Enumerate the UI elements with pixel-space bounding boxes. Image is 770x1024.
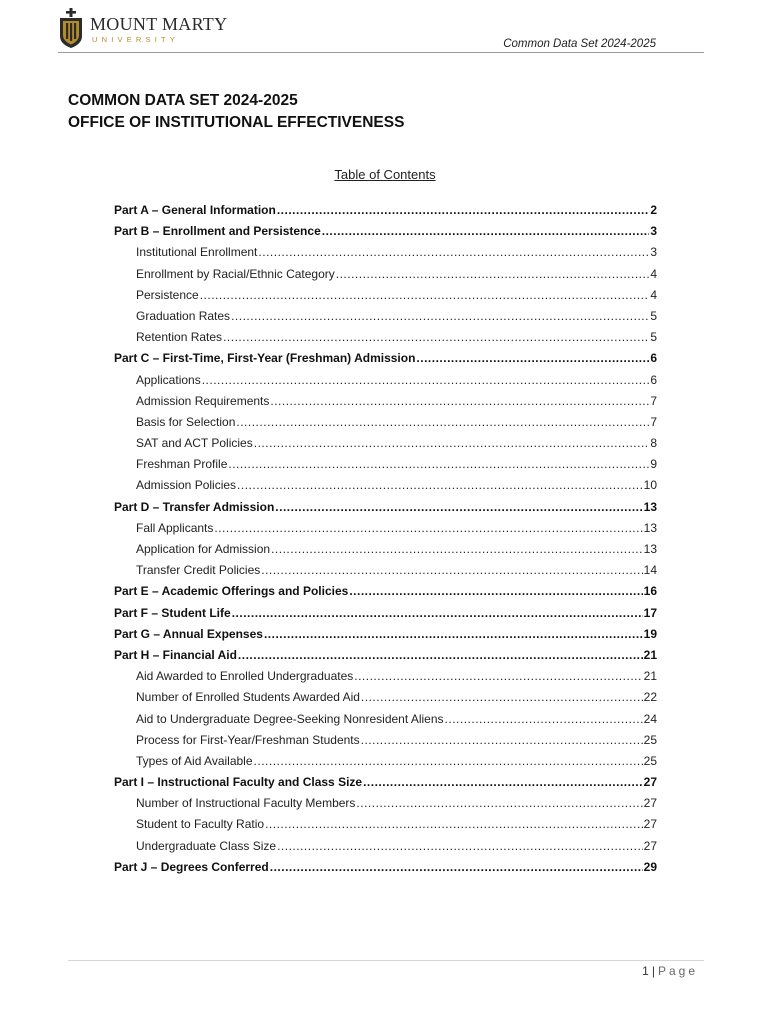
crest-icon (58, 8, 84, 48)
toc-entry-page[interactable]: 3 (650, 224, 657, 239)
toc-entry-page[interactable]: 7 (650, 414, 657, 429)
logo-subtitle: UNIVERSITY (92, 35, 180, 44)
toc-leader-dots (271, 539, 643, 560)
toc-leader-dots (223, 327, 649, 348)
toc-sub-entry[interactable] (114, 306, 657, 327)
toc-entry-page[interactable]: 27 (643, 838, 657, 853)
toc-entry-label[interactable]: Application for Admission (136, 542, 271, 556)
toc-entry-label[interactable]: Part J – Degrees Conferred (114, 859, 269, 874)
toc-leader-dots (254, 433, 650, 454)
footer-divider (68, 960, 704, 961)
toc-entry-page[interactable]: 5 (650, 308, 657, 323)
toc-part-entry[interactable] (114, 497, 657, 518)
toc-entry-label[interactable]: Retention Rates (136, 330, 223, 345)
toc-sub-entry[interactable] (114, 433, 657, 454)
toc-entry-label[interactable]: Graduation Rates (136, 308, 231, 323)
toc-sub-entry[interactable] (114, 709, 657, 730)
toc-leader-dots (214, 518, 642, 539)
toc-entry-label[interactable]: Institutional Enrollment (136, 245, 258, 260)
toc-leader-dots (361, 687, 643, 708)
toc-entry-label[interactable]: Part B – Enrollment and Persistence (114, 224, 321, 239)
toc-entry-label[interactable]: Fall Applicants (136, 520, 214, 535)
toc-entry-label[interactable]: Aid Awarded to Enrolled Undergraduates (136, 669, 354, 684)
toc-part-entry[interactable] (114, 772, 657, 793)
toc-entry-page[interactable]: 6 (650, 351, 657, 366)
toc-leader-dots (236, 412, 649, 433)
toc-sub-entry[interactable] (114, 412, 657, 433)
title-line-1: COMMON DATA SET 2024-2025 (68, 92, 298, 109)
page-number: 1 (642, 964, 649, 978)
toc-leader-dots (261, 560, 642, 581)
toc-entry-page[interactable]: 2 (650, 203, 657, 217)
toc-entry-page[interactable]: 13 (643, 520, 657, 535)
toc-heading: Table of Contents (334, 167, 436, 182)
toc-entry-page[interactable]: 4 (650, 266, 657, 281)
toc-leader-dots (322, 221, 650, 242)
toc-leader-dots (361, 730, 643, 751)
toc-entry-label[interactable]: Number of Instructional Faculty Members (136, 796, 356, 811)
toc-leader-dots (258, 242, 649, 263)
toc-leader-dots (349, 581, 642, 602)
toc-leader-dots (277, 200, 650, 221)
toc-sub-entry[interactable] (114, 836, 657, 857)
toc-sub-entry[interactable] (114, 242, 657, 263)
toc-leader-dots (336, 264, 650, 285)
page-word: Page (657, 964, 698, 978)
toc-sub-entry[interactable] (114, 730, 657, 751)
toc-entry-label[interactable]: Basis for Selection (136, 414, 236, 429)
toc-leader-dots (232, 603, 643, 624)
toc-entry-page[interactable]: 27 (643, 775, 657, 790)
toc-leader-dots (264, 624, 643, 645)
toc-entry-label[interactable]: Applications (136, 372, 201, 387)
toc-leader-dots (356, 793, 642, 814)
header-document-title: Common Data Set 2024-2025 (503, 38, 656, 50)
toc-leader-dots (254, 751, 643, 772)
toc-part-entry[interactable] (114, 857, 657, 878)
toc-leader-dots (237, 475, 643, 496)
toc-leader-dots (200, 285, 650, 306)
toc-entry-page[interactable]: 24 (643, 711, 657, 726)
toc-part-entry[interactable] (114, 581, 657, 602)
toc-entry-page[interactable]: 7 (650, 393, 657, 408)
toc-entry-label[interactable]: Undergraduate Class Size (136, 838, 277, 853)
toc-entry-page[interactable]: 27 (643, 817, 657, 832)
toc-part-entry[interactable] (114, 200, 657, 221)
toc-part-entry[interactable] (114, 624, 657, 645)
toc-sub-entry[interactable] (114, 666, 657, 687)
table-of-contents (114, 200, 657, 878)
toc-entry-page[interactable]: 6 (650, 372, 657, 387)
toc-part-entry[interactable] (114, 645, 657, 666)
toc-entry-label[interactable]: Admission Requirements (136, 393, 270, 408)
toc-entry-label[interactable]: Part C – First-Time, First-Year (Freshman) Admission (114, 351, 416, 366)
toc-entry-label[interactable]: Freshman Profile (136, 457, 228, 472)
toc-sub-entry[interactable] (114, 370, 657, 391)
toc-entry-page[interactable]: 5 (650, 330, 657, 345)
toc-entry-page[interactable]: 10 (643, 478, 657, 493)
toc-sub-entry[interactable] (114, 539, 657, 560)
toc-entry-label[interactable]: Enrollment by Racial/Ethnic Category (136, 266, 335, 281)
toc-sub-entry[interactable] (114, 475, 657, 496)
toc-leader-dots (354, 666, 642, 687)
toc-entry-page[interactable]: 17 (643, 605, 657, 620)
toc-entry-label[interactable]: Part I – Instructional Faculty and Class Size (114, 775, 363, 790)
toc-entry-label[interactable]: Part D – Transfer Admission (114, 499, 275, 514)
toc-entry-page[interactable]: 25 (643, 732, 657, 747)
toc-entry-label[interactable]: Transfer Credit Policies (136, 563, 261, 578)
toc-entry-page[interactable]: 3 (650, 245, 657, 260)
toc-entry-page[interactable]: 16 (643, 584, 657, 599)
toc-entry-page[interactable]: 29 (643, 859, 657, 874)
toc-sub-entry[interactable] (114, 687, 657, 708)
toc-sub-entry[interactable] (114, 391, 657, 412)
toc-entry-page[interactable]: 9 (650, 457, 657, 472)
toc-entry-label[interactable]: Process for First-Year/Freshman Students (136, 732, 360, 747)
toc-entry-label[interactable]: Part E – Academic Offerings and Policies (114, 584, 349, 599)
toc-leader-dots (228, 454, 649, 475)
toc-entry-label[interactable]: SAT and ACT Policies (136, 436, 253, 451)
toc-leader-dots (265, 814, 643, 835)
document-title (68, 90, 404, 134)
page-footer (642, 964, 698, 978)
toc-part-entry[interactable] (114, 221, 657, 242)
toc-part-entry[interactable] (114, 603, 657, 624)
toc-entry-label[interactable]: Types of Aid Available (136, 753, 253, 768)
toc-leader-dots (275, 497, 642, 518)
toc-sub-entry[interactable] (114, 285, 657, 306)
logo-name: MOUNT MARTY (90, 14, 228, 34)
toc-entry-page[interactable]: 8 (650, 436, 657, 451)
toc-entry-label[interactable]: Part A – General Information (114, 203, 276, 217)
toc-leader-dots (270, 391, 649, 412)
toc-entry-page[interactable]: 25 (643, 753, 657, 768)
toc-leader-dots (202, 370, 650, 391)
toc-leader-dots (231, 306, 649, 327)
university-logo (58, 8, 227, 48)
toc-entry-page[interactable]: 21 (643, 669, 657, 684)
toc-entry-page[interactable]: 4 (650, 287, 657, 302)
toc-leader-dots (445, 709, 643, 730)
toc-leader-dots (270, 857, 643, 878)
header-divider (58, 52, 704, 53)
toc-part-entry[interactable] (114, 348, 657, 369)
footer-separator: | (651, 964, 655, 978)
toc-entry-label[interactable]: Number of Enrolled Students Awarded Aid (136, 690, 360, 705)
toc-entry-page[interactable]: 13 (643, 499, 657, 514)
toc-entry-page[interactable]: 19 (643, 626, 657, 641)
toc-entry-label[interactable]: Part H – Financial Aid (114, 647, 237, 662)
toc-sub-entry[interactable] (114, 751, 657, 772)
title-line-2: OFFICE OF INSTITUTIONAL EFFECTIVENESS (68, 114, 405, 131)
toc-entry-page[interactable]: 14 (643, 563, 657, 578)
toc-sub-entry[interactable] (114, 264, 657, 285)
toc-entry-label[interactable]: Part G – Annual Expenses (114, 626, 263, 641)
toc-sub-entry[interactable] (114, 518, 657, 539)
toc-sub-entry[interactable] (114, 454, 657, 475)
toc-entry-page[interactable]: 21 (643, 647, 657, 662)
toc-sub-entry[interactable] (114, 327, 657, 348)
toc-leader-dots (416, 348, 649, 369)
toc-entry-page[interactable]: 13 (643, 542, 657, 556)
page-header (58, 8, 704, 54)
toc-entry-page[interactable]: 22 (643, 690, 657, 705)
toc-entry-label[interactable]: Part F – Student Life (114, 605, 231, 620)
toc-sub-entry[interactable] (114, 793, 657, 814)
toc-leader-dots (277, 836, 643, 857)
toc-sub-entry[interactable] (114, 814, 657, 835)
toc-leader-dots (363, 772, 643, 793)
toc-entry-label[interactable]: Admission Policies (136, 478, 237, 493)
toc-entry-label[interactable]: Persistence (136, 287, 199, 302)
toc-leader-dots (238, 645, 643, 666)
toc-sub-entry[interactable] (114, 560, 657, 581)
toc-entry-page[interactable]: 27 (643, 796, 657, 811)
toc-entry-label[interactable]: Student to Faculty Ratio (136, 817, 265, 832)
toc-entry-label[interactable]: Aid to Undergraduate Degree-Seeking Nonresident Aliens (136, 711, 444, 726)
